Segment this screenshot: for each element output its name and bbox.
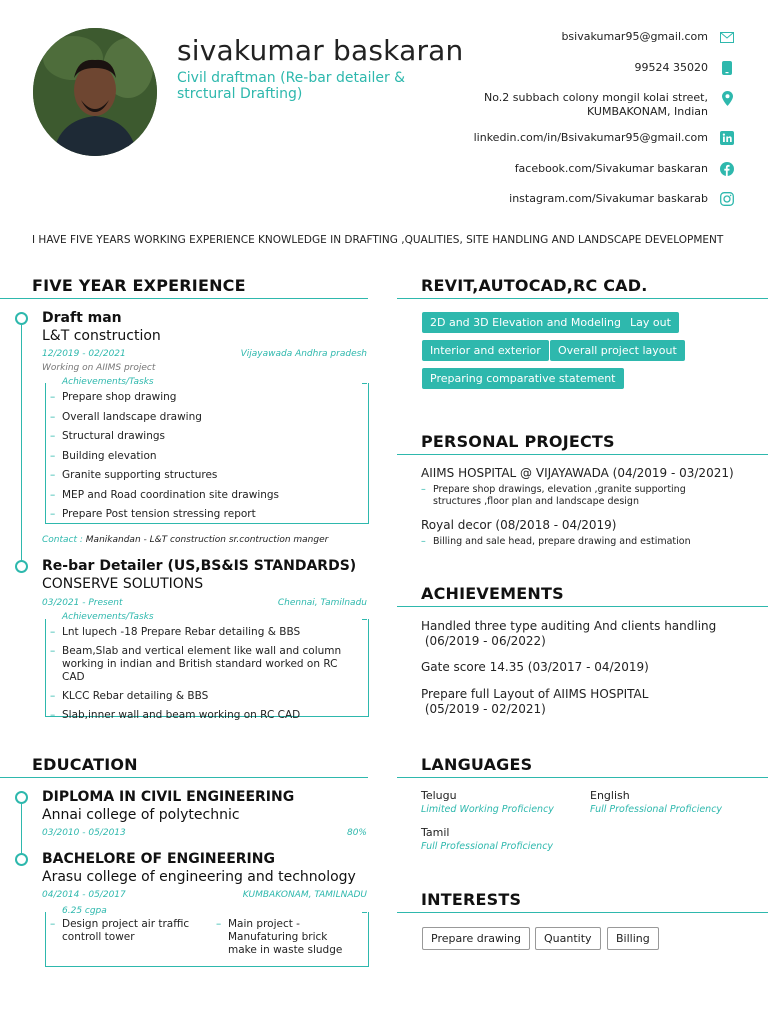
phone-icon (719, 60, 735, 76)
skills-divider (397, 298, 768, 299)
skill-tag: 2D and 3D Elevation and Modeling (422, 312, 629, 333)
timeline-dot (15, 853, 28, 866)
task-item: – Lnt lupech -18 Prepare Rebar detailing & BBS (62, 626, 354, 639)
project-desc: – Billing and sale head, prepare drawing and estimation (433, 536, 733, 548)
job-location: Chennai, Tamilnadu (277, 598, 367, 608)
facebook-icon (719, 161, 735, 177)
timeline-dot (15, 560, 28, 573)
languages-divider (397, 777, 768, 778)
timeline-line (21, 800, 22, 860)
address-line-2: KUMBAKONAM, Indian (586, 105, 708, 118)
job-location: Vijayawada Andhra pradesh (240, 349, 367, 359)
project-desc: – Prepare shop drawings, elevation ,granite supporting structures ,floor plan and landscape design (433, 484, 733, 508)
project-title: AIIMS HOSPITAL @ VIJAYAWADA (04/2019 - 03/2021) (421, 466, 734, 480)
mail-icon (719, 29, 735, 45)
interests-heading: INTERESTS (421, 890, 522, 909)
contact-phone[interactable]: 99524 35020 (634, 61, 708, 74)
skills-heading: REVIT,AUTOCAD,RC CAD. (421, 276, 648, 295)
task-item: – MEP and Road coordination site drawings (62, 489, 352, 502)
achievement-item: Handled three type auditing And clients handling (06/2019 - 06/2022) (421, 619, 717, 648)
languages-heading: LANGUAGES (421, 755, 533, 774)
experience-heading: FIVE YEAR EXPERIENCE (32, 276, 246, 295)
timeline-dot (15, 312, 28, 325)
candidate-name: sivakumar baskaran (177, 34, 464, 67)
language-name: Tamil (421, 826, 450, 839)
interest-tag: Billing (607, 927, 659, 950)
job-company: L&T construction (42, 328, 161, 344)
task-item: – Prepare Post tension stressing report (62, 508, 352, 521)
contact-instagram[interactable]: instagram.com/Sivakumar baskarab (509, 192, 708, 205)
degree-title: BACHELORE OF ENGINEERING (42, 851, 275, 867)
task-item: – Overall landscape drawing (62, 411, 352, 424)
job-contact (42, 535, 328, 545)
profile-photo (33, 28, 157, 156)
timeline-dot (15, 791, 28, 804)
task-item: – Slab,inner wall and beam working on RC CAD (62, 709, 354, 722)
language-level: Limited Working Proficiency (421, 804, 554, 815)
achievements-heading: ACHIEVEMENTS (421, 584, 564, 603)
experience-divider (0, 298, 368, 299)
interests-divider (397, 912, 768, 913)
job-title: Re-bar Detailer (US,BS&IS STANDARDS) (42, 558, 357, 574)
task-list (62, 391, 352, 528)
projects-divider (397, 454, 768, 455)
timeline-line (21, 322, 22, 570)
job-dates: 12/2019 - 02/2021 (42, 349, 126, 359)
edu-project: – Design project air traffic controll tower (62, 918, 197, 944)
candidate-title: Civil draftman (Re-bar detailer & strctural Drafting) (177, 70, 406, 102)
instagram-icon (719, 191, 735, 207)
achievements-label: Achievements/Tasks (62, 377, 154, 387)
job-title: Draft man (42, 310, 122, 326)
location-icon (719, 90, 735, 106)
contact-address (484, 91, 708, 119)
task-item: – Prepare shop drawing (62, 391, 352, 404)
education-divider (0, 777, 368, 778)
task-item: – Granite supporting structures (62, 469, 352, 482)
achievement-item: Gate score 14.35 (03/2017 - 04/2019) (421, 660, 649, 674)
edu-dates: 03/2010 - 05/2013 (42, 828, 126, 838)
contact-linkedin[interactable]: linkedin.com/in/Bsivakumar95@gmail.com (473, 131, 708, 144)
skill-tag: Interior and exterior (422, 340, 549, 361)
edu-dates: 04/2014 - 05/2017 (42, 890, 126, 900)
task-item: – KLCC Rebar detailing & BBS (62, 690, 354, 703)
skill-tag: Overall project layout (550, 340, 685, 361)
interest-tag: Prepare drawing (422, 927, 530, 950)
projects-heading: PERSONAL PROJECTS (421, 432, 615, 451)
summary-text: I HAVE FIVE YEARS WORKING EXPERIENCE KNOWLEDGE IN DRAFTING ,QUALITIES, SITE HANDLING AND LANDSCAPE DEVELOPMENT (32, 234, 724, 246)
degree-title: DIPLOMA IN CIVIL ENGINEERING (42, 789, 295, 805)
school-name: Annai college of polytechnic (42, 807, 240, 823)
edu-project: – Main project - Manufaturing brick make in waste sludge (228, 918, 358, 957)
language-name: Telugu (421, 789, 457, 802)
job-dates: 03/2021 - Present (42, 598, 123, 608)
job-company: CONSERVE SOLUTIONS (42, 576, 204, 592)
education-heading: EDUCATION (32, 755, 138, 774)
achievement-item: Prepare full Layout of AIIMS HOSPITAL (05/2019 - 02/2021) (421, 687, 649, 716)
contact-text: Manikandan - L&T construction sr.contruction manger (85, 535, 329, 545)
language-level: Full Professional Proficiency (590, 804, 723, 815)
address-line-1: No.2 subbach colony mongil kolai street, (484, 91, 708, 104)
edu-location: KUMBAKONAM, TAMILNADU (242, 890, 367, 900)
school-name: Arasu college of engineering and technology (42, 869, 356, 885)
edu-score: 80% (346, 828, 367, 838)
skill-tag: Preparing comparative statement (422, 368, 624, 389)
linkedin-icon (719, 130, 735, 146)
project-title: Royal decor (08/2018 - 04/2019) (421, 518, 617, 532)
task-item: – Building elevation (62, 450, 352, 463)
job-note: Working on AIIMS project (42, 363, 156, 373)
interest-tag: Quantity (535, 927, 601, 950)
language-level: Full Professional Proficiency (421, 841, 554, 852)
contact-facebook[interactable]: facebook.com/Sivakumar baskaran (514, 162, 708, 175)
contact-email[interactable]: bsivakumar95@gmail.com (561, 30, 708, 43)
achievements-divider (397, 606, 768, 607)
task-list (62, 626, 354, 728)
language-name: English (590, 789, 630, 802)
task-item: – Beam,Slab and vertical element like wall and column working in indian and British standard worked on RC CAD (62, 645, 354, 684)
skill-tag: Lay out (622, 312, 679, 333)
gpa-label: 6.25 cgpa (62, 906, 107, 916)
achievements-label: Achievements/Tasks (62, 612, 154, 622)
task-item: – Structural drawings (62, 430, 352, 443)
contact-label: Contact : (42, 535, 83, 545)
